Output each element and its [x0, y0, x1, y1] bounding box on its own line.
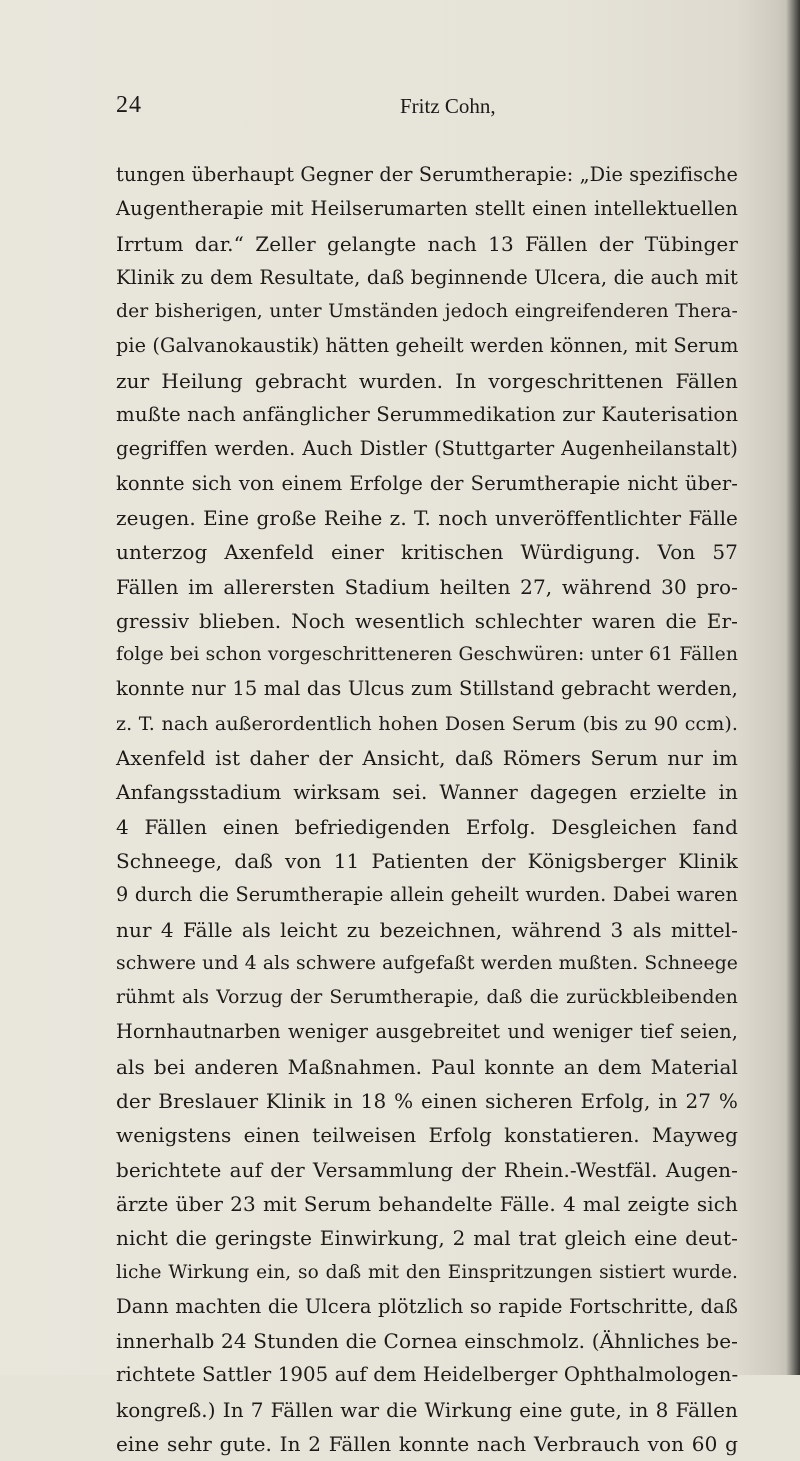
body-text: [116, 158, 738, 1461]
text-line: wenigstens einen teilweisen Erfolg konstatieren. Mayweg: [116, 1123, 738, 1148]
text-line: pie (Galvanokaustik) hätten geheilt werden können, mit Serum: [116, 334, 739, 358]
text-line: nur 4 Fälle als leicht zu bezeichnen, während 3 als mittel-: [116, 917, 738, 942]
text-line: Augentherapie mit Heilserumarten stellt einen intellektuellen: [116, 197, 738, 221]
text-line: der Breslauer Klinik in 18 % einen sicheren Erfolg, in 27 %: [116, 1089, 738, 1114]
text-line: gegriffen werden. Auch Distler (Stuttgarter Augenheilanstalt): [116, 437, 738, 461]
text-line: mußte nach anfänglicher Serummedikation zur Kauterisation: [116, 403, 739, 427]
text-line: eine sehr gute. In 2 Fällen konnte nach Verbrauch von 60 g: [116, 1431, 738, 1456]
text-line: Anfangsstadium wirksam sei. Wanner dagegen erzielte in: [116, 780, 738, 805]
text-line: Klinik zu dem Resultate, daß beginnende Ulcera, die auch mit: [116, 265, 738, 289]
text-line: folge bei schon vorgeschritteneren Geschwüren: unter 61 Fällen: [116, 644, 738, 666]
text-line: zeugen. Eine große Reihe z. T. noch unveröffentlichter Fälle: [116, 505, 738, 530]
text-line: konnte nur 15 mal das Ulcus zum Stillstand gebracht werden,: [116, 677, 738, 701]
text-line: tungen überhaupt Gegner der Serumtherapie: „Die spezifische: [116, 163, 738, 186]
text-line: 4 Fällen einen befriedigenden Erfolg. Desgleichen fand: [116, 814, 738, 839]
text-line: Hornhautnarben weniger ausgebreitet und weniger tief seien,: [116, 1020, 738, 1044]
text-line: als bei anderen Maßnahmen. Paul konnte an dem Material: [116, 1054, 738, 1079]
text-line: Schneege, daß von 11 Patienten der Königsberger Klinik: [116, 848, 738, 873]
text-line: Axenfeld ist daher der Ansicht, daß Römers Serum nur im: [116, 746, 738, 771]
text-line: richtete Sattler 1905 auf dem Heidelberger Ophthalmologen-: [116, 1363, 739, 1387]
page-gutter-shadow: [786, 0, 800, 1375]
text-line: konnte sich von einem Erfolge der Serumtherapie nicht über-: [116, 471, 738, 495]
text-line: Fällen im allerersten Stadium heilten 27, während 30 pro-: [116, 574, 738, 599]
text-line: innerhalb 24 Stunden die Cornea einschmolz. (Ähnliches be-: [116, 1329, 738, 1354]
page-number: 24: [116, 92, 142, 118]
text-line: zur Heilung gebracht wurden. In vorgeschrittenen Fällen: [116, 368, 738, 393]
text-line: nicht die geringste Einwirkung, 2 mal trat gleich eine deut-: [116, 1226, 738, 1251]
running-head: [116, 92, 716, 132]
text-line: unterzog Axenfeld einer kritischen Würdigung. Von 57: [116, 540, 738, 565]
text-line: z. T. nach außerordentlich hohen Dosen Serum (bis zu 90 ccm).: [116, 712, 738, 735]
text-line: Irrtum dar.“ Zeller gelangte nach 13 Fällen der Tübinger: [116, 231, 738, 256]
text-line: 9 durch die Serumtherapie allein geheilt wurden. Dabei waren: [116, 883, 738, 907]
text-line: schwere und 4 als schwere aufgefaßt werden mußten. Schneege: [116, 952, 738, 974]
text-line: gressiv blieben. Noch wesentlich schlechter waren die Er-: [116, 608, 738, 633]
text-line: berichtete auf der Versammlung der Rhein.-Westfäl. Augen-: [116, 1157, 738, 1182]
text-line: ärzte über 23 mit Serum behandelte Fälle. 4 mal zeigte sich: [116, 1191, 738, 1216]
text-line: rühmt als Vorzug der Serumtherapie, daß die zurückbleibenden: [116, 987, 738, 1009]
header-author: Fritz Cohn,: [400, 94, 496, 118]
text-line: der bisherigen, unter Umständen jedoch eingreifenderen Thera-: [116, 301, 738, 323]
text-line: liche Wirkung ein, so daß mit den Einspritzungen sistiert wurde.: [116, 1261, 738, 1283]
text-line: Dann machten die Ulcera plötzlich so rapide Fortschritte, daß: [116, 1294, 738, 1318]
text-line: kongreß.) In 7 Fällen war die Wirkung eine gute, in 8 Fällen: [116, 1397, 738, 1422]
